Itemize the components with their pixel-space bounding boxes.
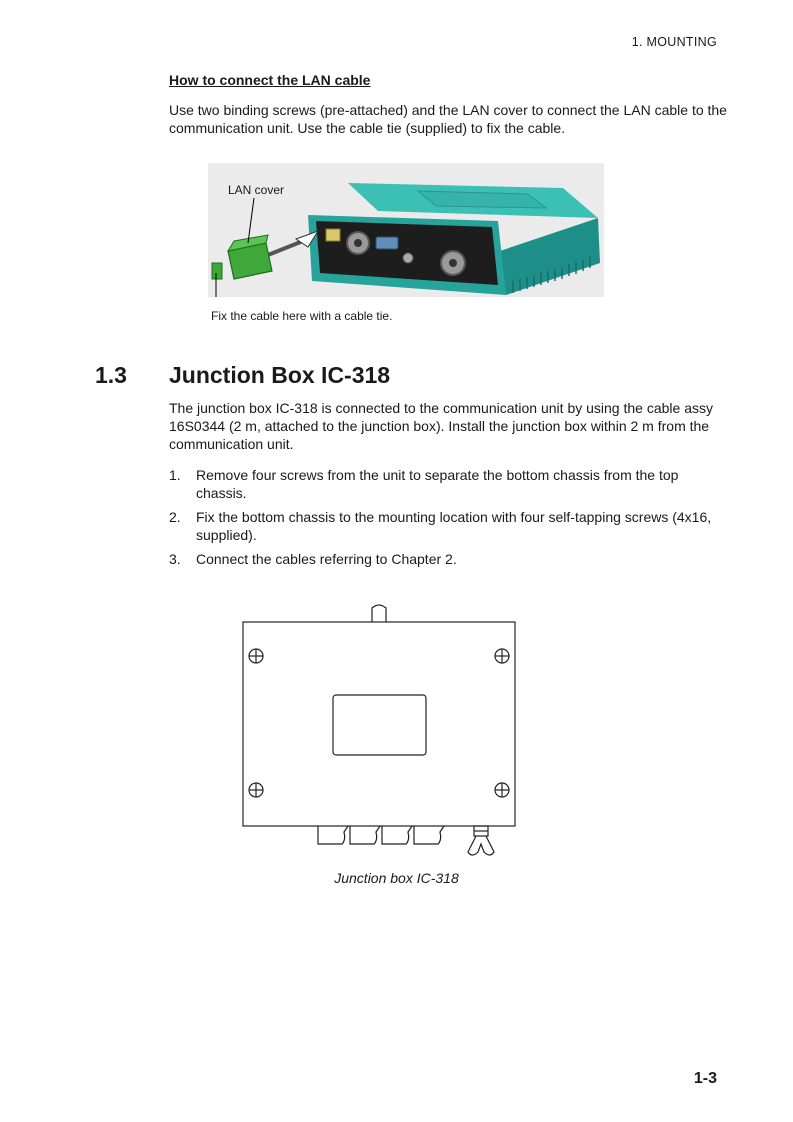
section-number: 1.3 <box>95 362 127 388</box>
junction-box-drawing <box>236 600 526 865</box>
page-number: 1-3 <box>693 1070 717 1087</box>
step-text: Connect the cables referring to Chapter 2. <box>196 551 457 567</box>
lan-cover-label: LAN cover <box>228 183 285 197</box>
section-title: Junction Box IC-318 <box>169 362 391 388</box>
step-number: 2. <box>169 509 181 525</box>
cable-tie-label: Fix the cable here with a cable tie. <box>211 309 393 323</box>
installation-steps <box>169 466 729 574</box>
lan-cable-paragraph: Use two binding screws (pre-attached) and the LAN cover to connect the LAN cable to the communication unit. Use the cable tie (supplied) to fix the cable. <box>169 102 727 136</box>
step-text: Remove four screws from the unit to separate the bottom chassis from the top chassis. <box>196 467 679 501</box>
step-number: 1. <box>169 467 181 483</box>
running-header: 1. MOUNTING <box>631 35 717 49</box>
step-item <box>169 508 729 544</box>
lan-cable-heading: How to connect the LAN cable <box>169 72 371 88</box>
section-paragraph: The junction box IC-318 is connected to the communication unit by using the cable assy 16S0344 (2 m, attached to the junction box). Install the junction box within 2 m from the communication unit. <box>169 400 713 452</box>
figure-caption: Junction box IC-318 <box>334 870 459 886</box>
step-text: Fix the bottom chassis to the mounting location with four self-tapping screws (4x16, supplied). <box>196 509 712 543</box>
step-item <box>169 550 729 568</box>
step-item <box>169 466 729 502</box>
step-number: 3. <box>169 551 181 567</box>
